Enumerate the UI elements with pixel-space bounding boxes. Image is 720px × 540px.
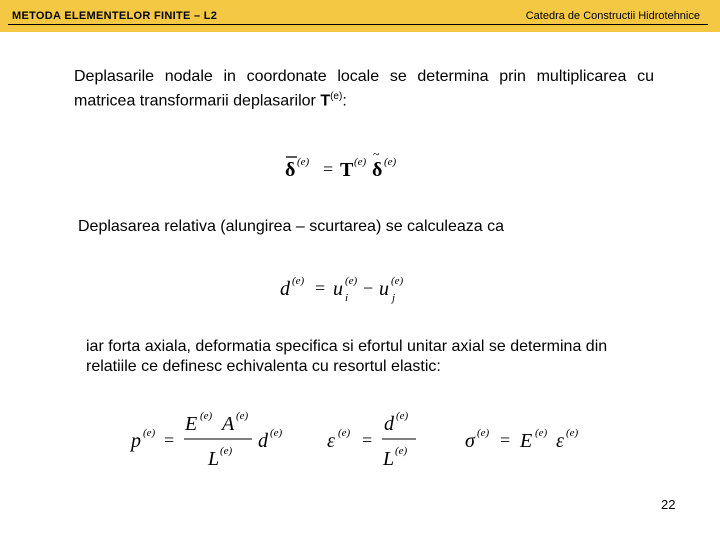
delta-tilde: δ xyxy=(372,159,383,181)
d-symbol: d xyxy=(384,413,394,435)
header-title-left: METODA ELEMENTELOR FINITE – L2 xyxy=(12,10,218,22)
A-symbol: A xyxy=(222,413,235,435)
E-symbol: E xyxy=(520,430,533,452)
equals-sign: = xyxy=(362,430,373,450)
subscript-i: i xyxy=(345,292,349,304)
E-symbol: E xyxy=(185,413,198,435)
u-symbol: u xyxy=(379,278,389,300)
d-symbol: d xyxy=(280,278,290,300)
superscript-e: (e) xyxy=(354,156,367,168)
tilde-mark: ~ xyxy=(373,148,380,161)
header-rule xyxy=(8,24,708,25)
paragraph-nodal-displacements xyxy=(74,67,654,111)
superscript-e: (e) xyxy=(345,275,358,287)
minus-sign: − xyxy=(363,278,374,298)
superscript-e: (e) xyxy=(143,427,156,439)
superscript: (e) xyxy=(330,91,343,102)
equals-sign: = xyxy=(323,159,334,179)
superscript-e: (e) xyxy=(384,156,397,168)
equals-sign: = xyxy=(164,430,175,450)
delta-bar: δ xyxy=(285,159,296,181)
superscript-e: (e) xyxy=(477,427,490,439)
equation-axial-force xyxy=(126,405,306,475)
epsilon-symbol: ε xyxy=(327,430,335,452)
superscript-e: (e) xyxy=(220,445,233,457)
page-number: 22 xyxy=(661,497,676,512)
paragraph-axial-force: iar forta axiala, deformatia specifica si efortul unitar axial se determina din relatiile ce definesc echivalenta cu resortul elastic: xyxy=(86,338,608,375)
superscript-e: (e) xyxy=(200,410,213,422)
epsilon-symbol: ε xyxy=(556,430,564,452)
superscript-e: (e) xyxy=(270,427,283,439)
L-symbol: L xyxy=(383,448,395,470)
p-symbol: p xyxy=(131,430,141,452)
superscript-e: (e) xyxy=(391,275,404,287)
superscript-e: (e) xyxy=(236,410,249,422)
equals-sign: = xyxy=(500,430,511,450)
equation-strain xyxy=(322,405,432,475)
superscript-e: (e) xyxy=(292,275,305,287)
paragraph-relative-displacement: Deplasarea relativa (alungirea – scurtarea) se calculeaza ca xyxy=(78,218,504,235)
superscript-e: (e) xyxy=(395,445,408,457)
superscript-e: (e) xyxy=(396,410,409,422)
matrix-symbol: T xyxy=(320,92,331,110)
subscript-j: j xyxy=(392,292,396,304)
equals-sign: = xyxy=(315,278,326,298)
paragraph-text: Deplasarile nodale in coordonate locale se determina prin multiplicarea cu matricea transformarii deplasarilor xyxy=(74,68,654,110)
punctuation: : xyxy=(342,92,347,110)
equation-transformation xyxy=(280,148,420,184)
equation-elongation xyxy=(275,268,435,308)
equation-stress xyxy=(460,405,600,475)
sigma-symbol: σ xyxy=(465,430,475,452)
superscript-e: (e) xyxy=(297,156,310,168)
u-symbol: u xyxy=(333,278,343,300)
header-title-right: Catedra de Constructii Hidrotehnice xyxy=(525,10,700,22)
d-symbol: d xyxy=(258,430,268,452)
L-symbol: L xyxy=(208,448,220,470)
superscript-e: (e) xyxy=(338,427,351,439)
superscript-e: (e) xyxy=(535,427,548,439)
T-matrix: T xyxy=(340,159,354,181)
superscript-e: (e) xyxy=(566,427,579,439)
